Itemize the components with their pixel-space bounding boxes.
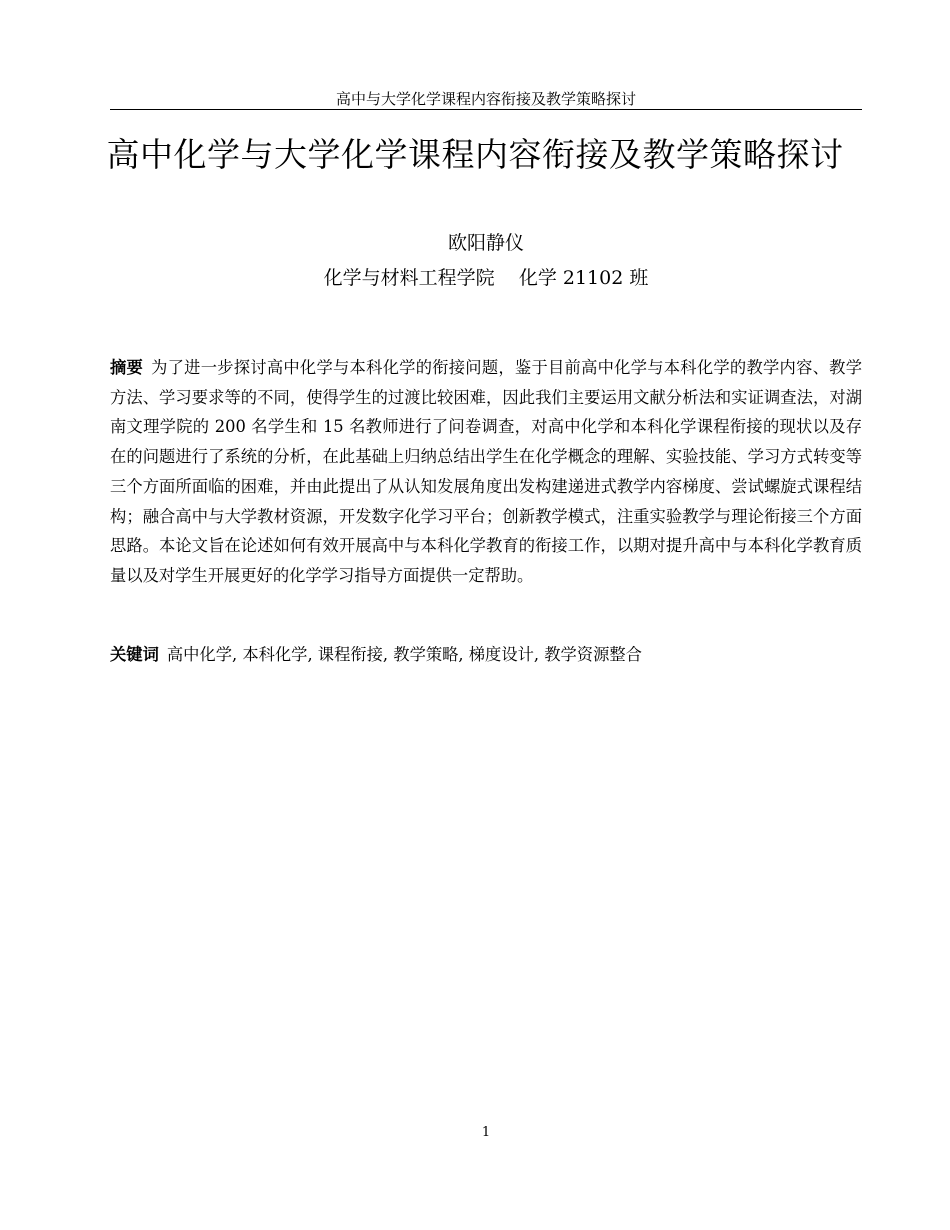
keywords-label: 关键词 [110,645,159,664]
page-number: 1 [481,1125,491,1140]
author-name: 欧阳静仪 [447,232,524,254]
abstract-paragraph [110,353,862,591]
running-header: 高中与大学化学课程内容衔接及教学策略探讨 [110,89,862,110]
abstract-label: 摘要 [110,358,144,377]
paper-title: 高中化学与大学化学课程内容衔接及教学策略探讨 [106,135,844,174]
author-affiliation: 化学与材料工程学院 化学 21102 班 [323,267,649,289]
abstract-text: 为了进一步探讨高中化学与本科化学的衔接问题，鉴于目前高中化学与本科化学的教学内容、教学方法、学习要求等的不同，使得学生的过渡比较困难，因此我们主要运用文献分析法和实证调查法，对湖南文理学院的 200 名学生和 15 名教师进行了问卷调查，对高中化学和本科化学课程衔接的现状以及存在的问题进行了系统的分析，在此基础上归纳总结出学生在化学概念的理解、实验技能、学习方式转变等三个方面所面临的困难，并由此提出了从认知发展角度出发构建递进式教学内容梯度、尝试螺旋式课程结构；融合高中与大学教材资源，开发数字化学习平台；创新教学模式，注重实验教学与理论衔接三个方面思路。本论文旨在论述如何有效开展高中与本科化学教育的衔接工作，以期对提升高中与本科化学教育质量以及对学生开展更好的化学学习指导方面提供一定帮助。 [110,358,862,585]
keywords-line [110,640,862,670]
keywords-text: 高中化学, 本科化学, 课程衔接, 教学策略, 梯度设计, 教学资源整合 [166,645,642,664]
